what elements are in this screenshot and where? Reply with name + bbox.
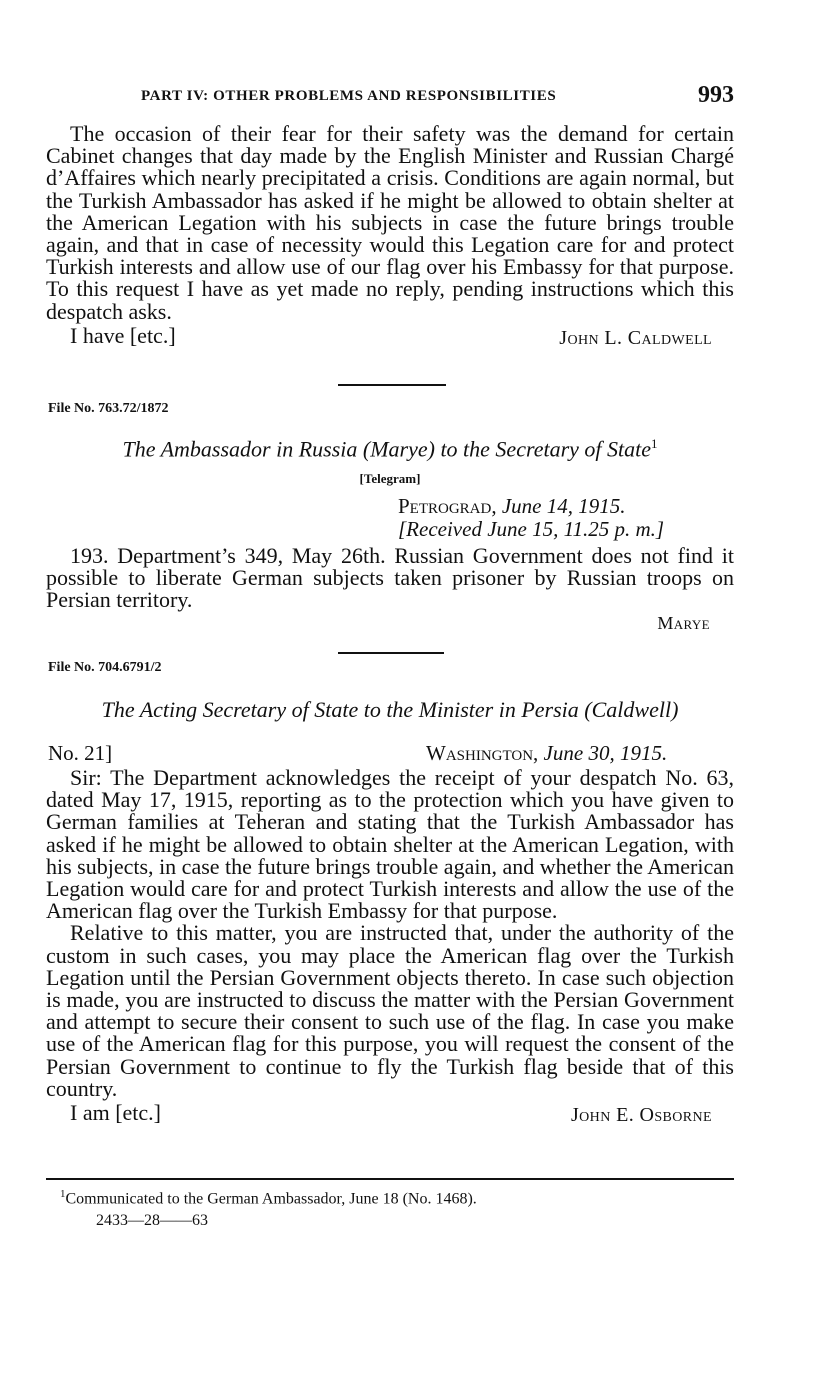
doc1-body	[46, 123, 734, 349]
running-header	[46, 82, 734, 112]
doc3-closing: I am [etc.]	[70, 1100, 161, 1126]
doc3-file-number: File No. 704.6791/2	[48, 660, 162, 675]
doc2-paragraph: 193. Department’s 349, May 26th. Russian Government does not find it possible to liberate German subjects taken prisoner by Russian troops on Persian territory.	[46, 543, 734, 613]
footnote-text: Communicated to the German Ambassador, June 18 (No. 1468).	[65, 1190, 477, 1208]
doc1-closing-row	[46, 323, 734, 349]
footnote	[60, 1188, 477, 1208]
doc2-place: Petrograd,	[398, 494, 497, 518]
doc3-signature: John E. Osborne	[570, 1104, 712, 1127]
doc3-place: Washington,	[426, 741, 539, 765]
doc3-number: No. 21]	[48, 741, 113, 765]
doc2-footnote-marker: 1	[651, 436, 658, 451]
running-title: PART IV: OTHER PROBLEMS AND RESPONSIBILITIES	[141, 88, 557, 104]
doc3-body	[46, 767, 734, 1126]
doc1-signature: John L. Caldwell	[559, 326, 712, 349]
doc3-heading: The Acting Secretary of State to the Minister in Persia (Caldwell)	[101, 697, 679, 722]
doc2-heading	[46, 436, 734, 462]
doc2-heading-text: The Ambassador in Russia (Marye) to the Secretary of State	[122, 436, 652, 462]
document-page	[46, 0, 734, 1380]
doc2-dateline	[398, 494, 626, 519]
section-divider	[338, 384, 446, 386]
print-code: 2433—28——63	[96, 1212, 208, 1229]
page-number: 993	[698, 82, 734, 108]
doc3-paragraph-2: Relative to this matter, you are instructed that, under the authority of the custom in such cases, you may place the American flag over the Turkish Legation until the Persian Government objects thereto. In case such objection is made, you are instructed to discuss the matter with the Persian Government and attempt to secure their consent to such use of the flag. In case you make use of the American flag for this purpose, you will request the consent of the Persian Government to continue to fly the Turkish flag beside that of this country.	[46, 920, 734, 1101]
doc3-date: June 30, 1915.	[543, 741, 668, 765]
doc2-signature: Marye	[657, 613, 710, 633]
doc1-closing: I have [etc.]	[70, 322, 176, 348]
footnote-rule	[46, 1178, 734, 1180]
doc3-closing-row	[46, 1100, 734, 1126]
doc2-date: June 14, 1915.	[501, 494, 626, 518]
doc1-paragraph: The occasion of their fear for their safety was the demand for certain Cabinet changes that day made by the English Minister and Russian Chargé d’Affaires which nearly precipitated a crisis. Conditions are again normal, but the Turkish Ambassador has asked if he might be allowed to obtain shelter at the American Legation with his subjects in case the future brings trouble again, and that in case of necessity would this Legation care for and protect Turkish interests and allow use of our flag over his Embassy for that purpose. To this request I have as yet made no reply, pending instructions which this despatch asks.	[46, 121, 734, 324]
doc3-paragraph-1: Sir: The Department acknowledges the receipt of your despatch No. 63, dated May 17, 1915, reporting as to the protection which you have given to German families at Teheran and stating that the Turkish Ambassador has asked if he might be allowed to obtain shelter at the American Legation, with his subjects, in case the future brings trouble again, and whether the American Legation would care for and protect Turkish interests and allow the use of the American flag over the Turkish Embassy for that purpose.	[46, 765, 734, 924]
doc2-body	[46, 545, 734, 612]
doc2-file-number: File No. 763.72/1872	[48, 401, 169, 416]
section-divider	[338, 652, 444, 654]
doc2-received: [Received June 15, 11.25 p. m.]	[398, 517, 665, 541]
footnote-marker: 1	[60, 1188, 66, 1200]
doc2-telegram-tag: [Telegram]	[359, 471, 421, 486]
doc3-dateline	[426, 741, 667, 766]
